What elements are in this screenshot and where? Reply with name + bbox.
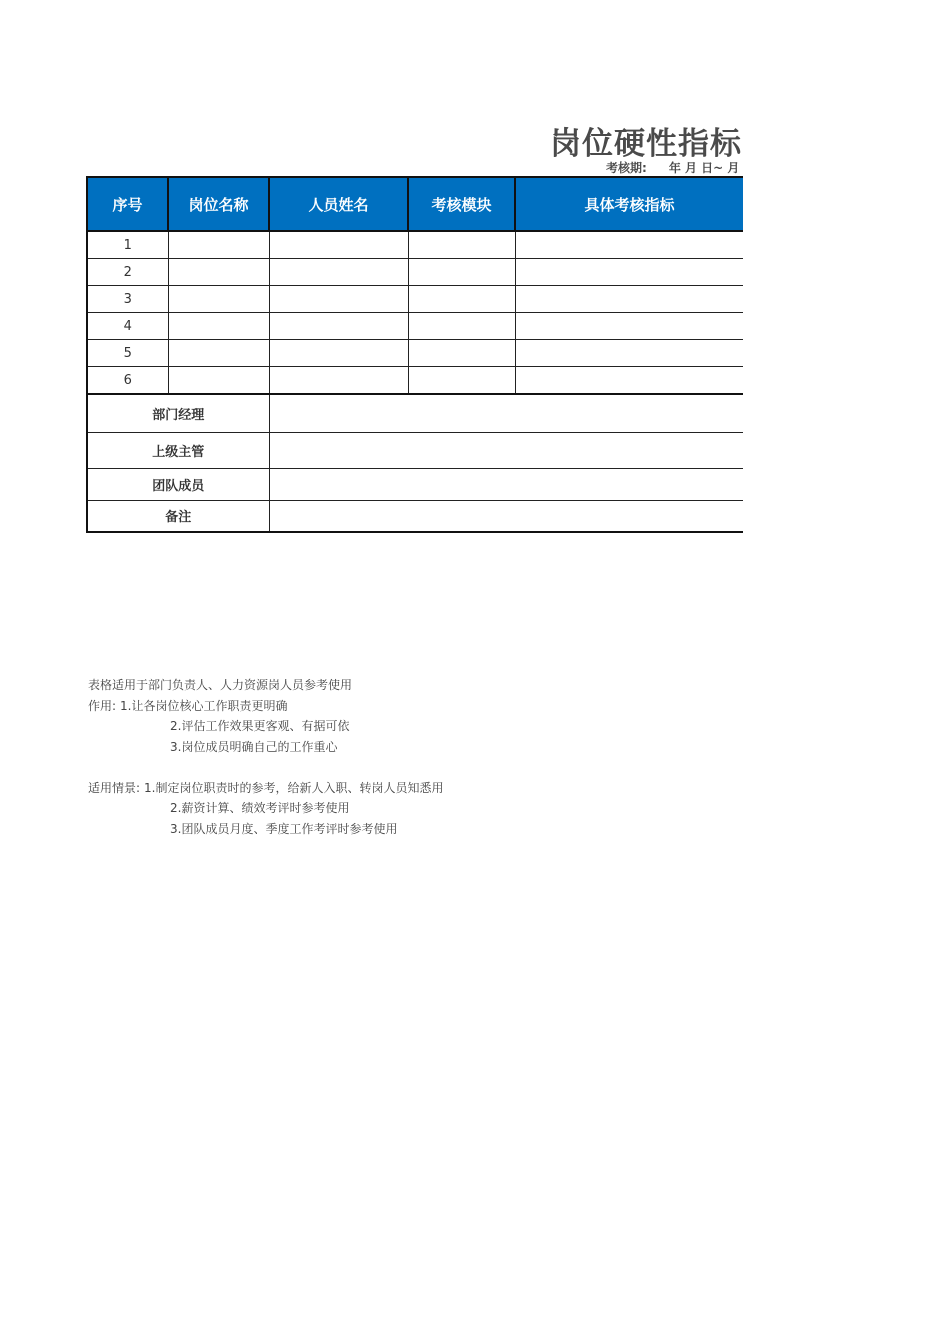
cell-module[interactable] xyxy=(408,340,515,367)
cell-person[interactable] xyxy=(269,231,408,259)
period-label: 考核期: xyxy=(606,161,647,175)
scenario-item: 3.团队成员月度、季度工作考评时参考使用 xyxy=(170,821,398,836)
cell-indicator[interactable] xyxy=(515,286,743,313)
cell-person[interactable] xyxy=(269,313,408,340)
purpose-item: 1.让各岗位核心工作职责更明确 xyxy=(120,698,288,713)
cell-module[interactable] xyxy=(408,259,515,286)
cell-module[interactable] xyxy=(408,367,515,395)
header-person: 人员姓名 xyxy=(269,177,408,231)
header-position: 岗位名称 xyxy=(168,177,269,231)
cell-position[interactable] xyxy=(168,231,269,259)
row-number: 2 xyxy=(87,259,168,286)
table-row xyxy=(87,340,743,367)
table-row xyxy=(87,367,743,395)
row-number: 4 xyxy=(87,313,168,340)
table-row xyxy=(87,231,743,259)
notes-scenario-line xyxy=(88,778,444,799)
page-title: 岗位硬性指标 xyxy=(550,126,742,162)
period-value: 年 月 日~ 月 xyxy=(668,161,740,175)
signature-row-remarks xyxy=(87,500,743,532)
signature-field[interactable] xyxy=(269,432,743,468)
cell-position[interactable] xyxy=(168,367,269,395)
signature-label: 团队成员 xyxy=(87,468,269,500)
row-number: 1 xyxy=(87,231,168,259)
row-number: 6 xyxy=(87,367,168,395)
signature-field[interactable] xyxy=(269,394,743,432)
cell-position[interactable] xyxy=(168,286,269,313)
scenario-item: 2.薪资计算、绩效考评时参考使用 xyxy=(170,801,350,815)
cell-position[interactable] xyxy=(168,340,269,367)
signature-row-supervisor xyxy=(87,432,743,468)
purpose-item: 3.岗位成员明确自己的工作重心 xyxy=(170,739,338,754)
cell-person[interactable] xyxy=(269,367,408,395)
purpose-label: 作用: xyxy=(88,698,117,713)
assessment-period xyxy=(606,159,739,176)
cell-indicator[interactable] xyxy=(515,231,743,259)
scenario-label: 适用情景: xyxy=(88,780,141,795)
cell-indicator[interactable] xyxy=(515,313,743,340)
signature-row-dept-manager xyxy=(87,394,743,432)
cell-position[interactable] xyxy=(168,313,269,340)
assessment-table xyxy=(86,176,743,533)
usage-notes xyxy=(88,675,444,839)
cell-module[interactable] xyxy=(408,313,515,340)
cell-person[interactable] xyxy=(269,340,408,367)
cell-position[interactable] xyxy=(168,259,269,286)
purpose-item: 2.评估工作效果更客观、有据可依 xyxy=(170,719,350,733)
header-module: 考核模块 xyxy=(408,177,515,231)
header-indicator: 具体考核指标 xyxy=(515,177,743,231)
signature-label: 备注 xyxy=(87,500,269,532)
signature-label: 部门经理 xyxy=(87,394,269,432)
cell-person[interactable] xyxy=(269,286,408,313)
notes-spacer xyxy=(88,757,444,778)
cell-person[interactable] xyxy=(269,259,408,286)
table-row xyxy=(87,313,743,340)
row-number: 3 xyxy=(87,286,168,313)
signature-field[interactable] xyxy=(269,468,743,500)
notes-intro: 表格适用于部门负责人、人力资源岗人员参考使用 xyxy=(88,678,353,692)
signature-row-team-member xyxy=(87,468,743,500)
table-header-row xyxy=(87,177,743,231)
notes-purpose-line xyxy=(88,696,444,717)
remarks-field[interactable] xyxy=(269,500,743,532)
cell-indicator[interactable] xyxy=(515,340,743,367)
signature-label: 上级主管 xyxy=(87,432,269,468)
cell-indicator[interactable] xyxy=(515,367,743,395)
cell-module[interactable] xyxy=(408,231,515,259)
header-no: 序号 xyxy=(87,177,168,231)
scenario-item: 1.制定岗位职责时的参考，给新人入职、转岗人员知悉用 xyxy=(144,780,444,795)
cell-indicator[interactable] xyxy=(515,259,743,286)
table-row xyxy=(87,286,743,313)
table-row xyxy=(87,259,743,286)
cell-module[interactable] xyxy=(408,286,515,313)
row-number: 5 xyxy=(87,340,168,367)
